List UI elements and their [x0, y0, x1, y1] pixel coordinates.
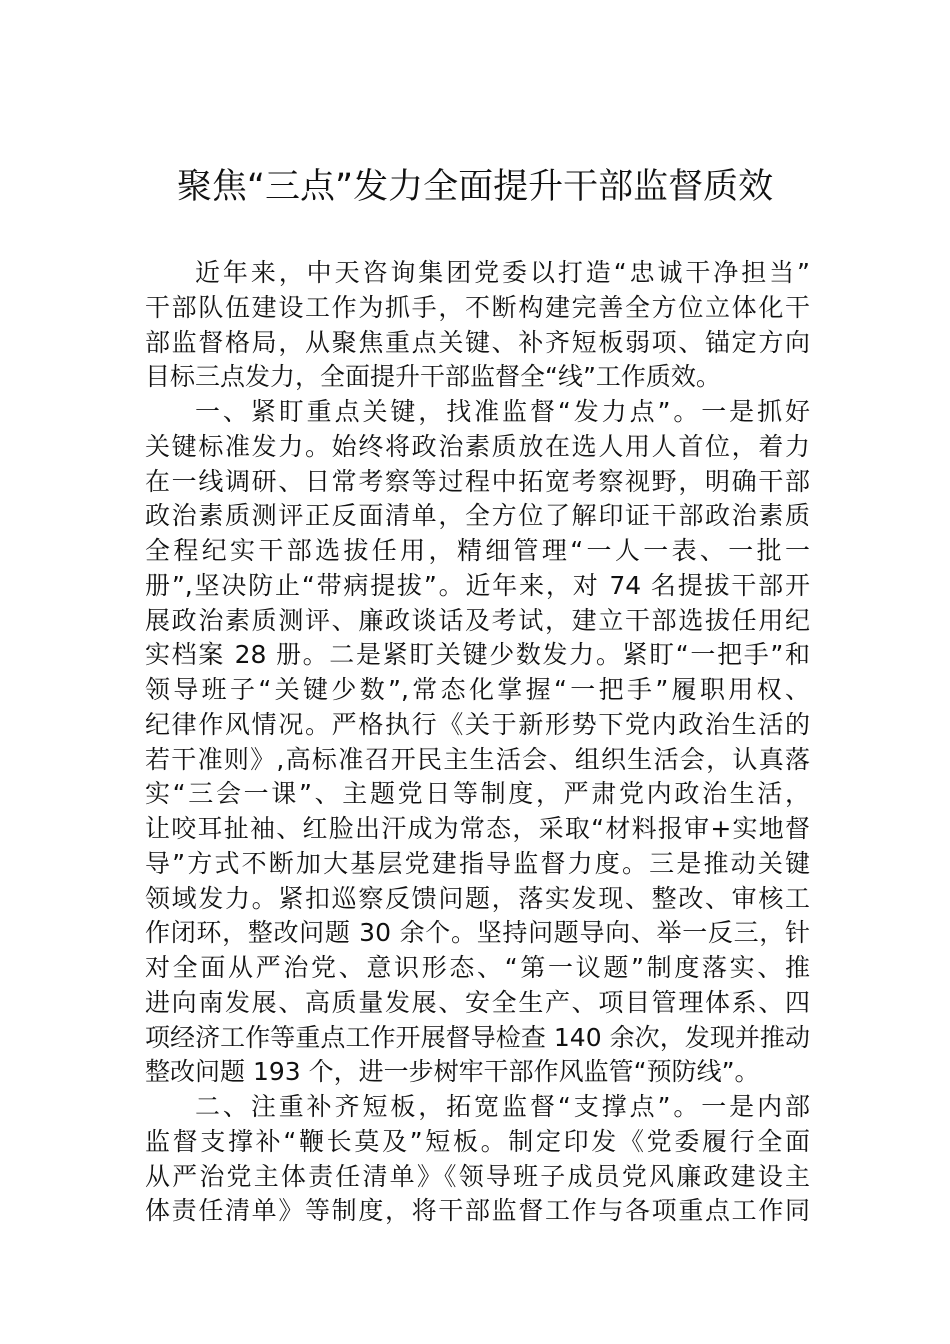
- body-line: 对全面从严治党、意识形态、“第一议题”制度落实、推: [145, 953, 810, 982]
- body-line: 纪律作风情况。严格执行《关于新形势下党内政治生活的: [145, 709, 810, 739]
- body-line: 若干准则》,高标准召开民主生活会、组织生活会，认真落: [145, 744, 810, 774]
- body-line: 二、注重补齐短板，拓宽监督“支撑点”。一是内部: [195, 1092, 810, 1121]
- body-line: 全程纪实干部选拔任用，精细管理“一人一表、一批一: [145, 536, 810, 565]
- body-line: 实档案 28 册。二是紧盯关键少数发力。紧盯“一把手”和: [145, 640, 810, 670]
- body-line: 领导班子“关键少数”,常态化掌握“一把手”履职用权、: [145, 675, 810, 704]
- body-line: 近年来，中天咨询集团党委以打造“忠诚干净担当”: [195, 258, 810, 287]
- body-line: 在一线调研、日常考察等过程中拓宽考察视野，明确干部: [145, 466, 810, 496]
- body-line: 干部队伍建设工作为抓手，不断构建完善全方位立体化干: [145, 292, 810, 322]
- document-body: [145, 256, 810, 1229]
- body-line: 展政治素质测评、廉政谈话及考试，建立干部选拔任用纪: [145, 605, 810, 635]
- body-line: 项经济工作等重点工作开展督导检查 140 余次，发现并推动: [145, 1022, 810, 1052]
- body-line: 政治素质测评正反面清单，全方位了解印证干部政治素质: [145, 501, 810, 531]
- body-line: 关键标准发力。始终将政治素质放在选人用人首位，着力: [145, 431, 810, 461]
- body-line: 领域发力。紧扣巡察反馈问题，落实发现、整改、审核工: [145, 883, 810, 913]
- body-line: 目标三点发力，全面提升干部监督全“线”工作质效。: [145, 362, 721, 392]
- body-line: 作闭环，整改问题 30 余个。坚持问题导向、举一反三，针: [145, 918, 810, 948]
- body-line: 进向南发展、高质量发展、安全生产、项目管理体系、四: [145, 987, 810, 1017]
- document-title: 聚焦“三点”发力全面提升干部监督质效: [176, 167, 774, 207]
- body-line: 监督支撑补“鞭长莫及”短板。制定印发《党委履行全面: [145, 1126, 810, 1156]
- body-line: 让咬耳扯袖、红脸出汗成为常态，采取“材料报审+实地督: [145, 814, 810, 843]
- body-line: 整改问题 193 个，进一步树牢干部作风监管“预防线”。: [145, 1057, 760, 1087]
- body-line: 册”,坚决防止“带病提拔”。近年来，对 74 名提拔干部开: [145, 570, 810, 600]
- body-line: 实“三会一课”、主题党日等制度，严肃党内政治生活，: [145, 779, 810, 809]
- body-line: 导”方式不断加大基层党建指导监督力度。三是推动关键: [145, 848, 810, 878]
- body-line: 部监督格局，从聚焦重点关键、补齐短板弱项、锚定方向: [145, 327, 810, 357]
- body-line: 从严治党主体责任清单》《领导班子成员党风廉政建设主: [145, 1161, 810, 1191]
- body-line: 体责任清单》等制度，将干部监督工作与各项重点工作同: [145, 1196, 810, 1226]
- body-line: 一、紧盯重点关键，找准监督“发力点”。一是抓好: [195, 397, 810, 426]
